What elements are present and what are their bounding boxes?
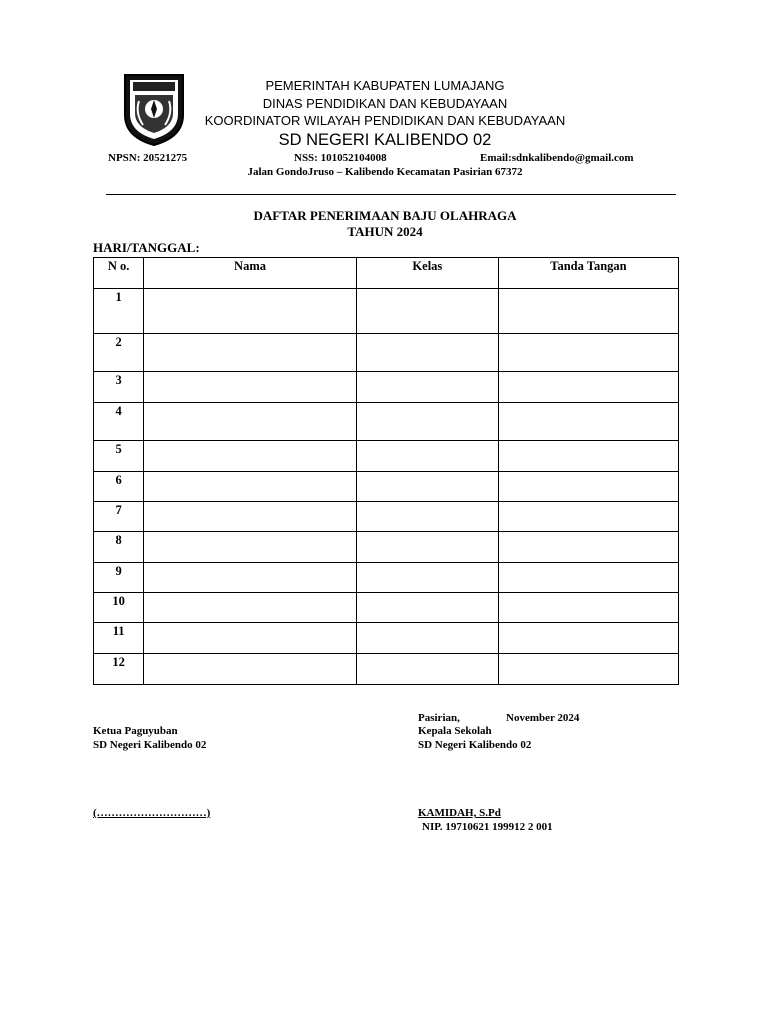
signing-date: November 2024 (506, 712, 580, 724)
row-nama-cell (144, 441, 357, 472)
col-ttd-header: Tanda Tangan (498, 258, 678, 289)
left-signer-name: (…………………………) (93, 807, 211, 819)
row-nama-cell (144, 334, 357, 372)
row-kelas-cell (356, 472, 498, 502)
date-label: HARI/TANGGAL: (93, 240, 200, 255)
row-nama-cell (144, 472, 357, 502)
col-nama-header: Nama (144, 258, 357, 289)
row-number: 5 (94, 441, 144, 472)
nss-text: NSS: 101052104008 (294, 152, 387, 164)
row-ttd-cell (498, 334, 678, 372)
row-ttd-cell (498, 472, 678, 502)
row-nama-cell (144, 403, 357, 441)
row-number: 12 (94, 654, 144, 685)
row-nama-cell (144, 532, 357, 563)
table-row (94, 623, 679, 654)
row-kelas-cell (356, 372, 498, 403)
row-number: 8 (94, 532, 144, 563)
row-nama-cell (144, 502, 357, 532)
row-number: 9 (94, 563, 144, 593)
row-number: 3 (94, 372, 144, 403)
row-nama-cell (144, 654, 357, 685)
col-kelas-header: Kelas (356, 258, 498, 289)
email-text: Email:sdnkalibendo@gmail.com (480, 152, 634, 164)
signing-place: Pasirian, (418, 712, 460, 724)
table-row (94, 502, 679, 532)
school-name: SD NEGERI KALIBENDO 02 (278, 131, 492, 149)
header-coordinator: KOORDINATOR WILAYAH PENDIDIKAN DAN KEBUDAYAAN (204, 113, 566, 128)
row-nama-cell (144, 623, 357, 654)
npsn-text: NPSN: 20521275 (108, 152, 188, 164)
row-kelas-cell (356, 502, 498, 532)
row-nama-cell (144, 372, 357, 403)
header-government: PEMERINTAH KABUPATEN LUMAJANG (265, 78, 505, 93)
row-ttd-cell (498, 654, 678, 685)
row-kelas-cell (356, 593, 498, 623)
col-no-header: N o. (94, 258, 144, 289)
row-ttd-cell (498, 289, 678, 334)
row-ttd-cell (498, 372, 678, 403)
row-kelas-cell (356, 563, 498, 593)
left-signer-role: Ketua Paguyuban (93, 725, 178, 737)
table-row (94, 532, 679, 563)
row-number: 11 (94, 623, 144, 654)
row-kelas-cell (356, 441, 498, 472)
right-signer-nip: NIP. 19710621 199912 2 001 (422, 821, 553, 833)
document-title: DAFTAR PENERIMAAN BAJU OLAHRAGA (253, 208, 517, 223)
row-ttd-cell (498, 623, 678, 654)
row-number: 1 (94, 289, 144, 334)
row-kelas-cell (356, 289, 498, 334)
row-kelas-cell (356, 532, 498, 563)
right-signer-name: KAMIDAH, S.Pd (418, 807, 501, 819)
row-number: 4 (94, 403, 144, 441)
document-year: TAHUN 2024 (347, 224, 423, 239)
row-nama-cell (144, 289, 357, 334)
row-ttd-cell (498, 403, 678, 441)
row-kelas-cell (356, 654, 498, 685)
table-row (94, 441, 679, 472)
school-address: Jalan GondoJruso – Kalibendo Kecamatan Pasirian 67372 (247, 166, 523, 178)
table-row (94, 563, 679, 593)
table-row (94, 403, 679, 441)
row-number: 6 (94, 472, 144, 502)
row-ttd-cell (498, 593, 678, 623)
right-signer-org: SD Negeri Kalibendo 02 (418, 739, 532, 751)
row-number: 2 (94, 334, 144, 372)
recipient-table (93, 257, 679, 685)
row-number: 7 (94, 502, 144, 532)
table-row (94, 372, 679, 403)
right-signer-role: Kepala Sekolah (418, 725, 492, 737)
table-row (94, 334, 679, 372)
row-ttd-cell (498, 502, 678, 532)
row-ttd-cell (498, 532, 678, 563)
row-number: 10 (94, 593, 144, 623)
row-kelas-cell (356, 334, 498, 372)
row-nama-cell (144, 563, 357, 593)
lumajang-emblem-icon (121, 71, 187, 147)
row-ttd-cell (498, 441, 678, 472)
table-row (94, 593, 679, 623)
table-header-row (94, 258, 679, 289)
row-kelas-cell (356, 403, 498, 441)
row-nama-cell (144, 593, 357, 623)
header-divider (106, 194, 676, 195)
table-row (94, 654, 679, 685)
table-row (94, 289, 679, 334)
header-department: DINAS PENDIDIKAN DAN KEBUDAYAAN (262, 96, 508, 111)
row-kelas-cell (356, 623, 498, 654)
row-ttd-cell (498, 563, 678, 593)
table-row (94, 472, 679, 502)
left-signer-org: SD Negeri Kalibendo 02 (93, 739, 207, 751)
